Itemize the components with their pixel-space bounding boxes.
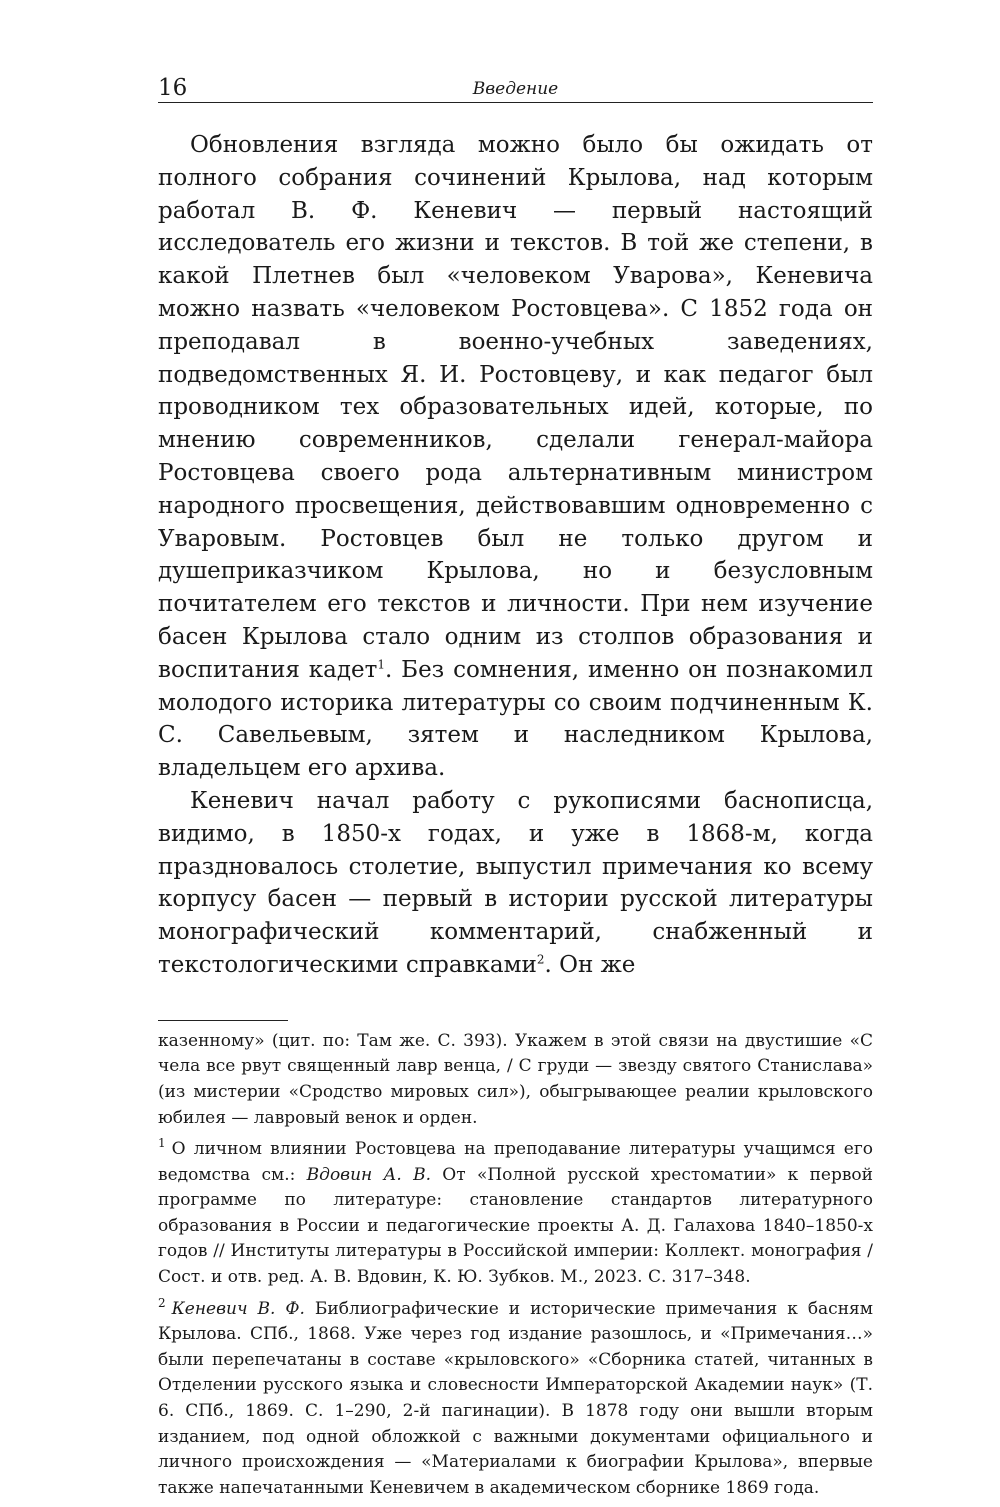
footnote-number: 2	[158, 1296, 166, 1310]
footnote-divider	[158, 1020, 288, 1021]
paragraph-text: Обновления взгляда можно было бы ожидать от полного собрания сочинений Крылова, над которым работал В. Ф. Кеневич — первый настоящий исследователь его жизни и текстов. В той же степени, в какой Плетнев был «человеком Уварова», Кеневича можно назвать «человеком Ростовцева». С 1852 года он преподавал в военно-учебных заведениях, подведомственных Я. И. Ростовцеву, и как педагог был проводником тех образовательных идей, которые, по мнению современников, сделали генерал-майора Ростовцева своего рода альтернативным министром народного просвещения, действовавшим одновременно с Уваровым. Ростовцев был не только другом и душеприказчиком Крылова, но и безусловным почитателем его текстов и личности. При нем изучение басен Крылова стало одним из столпов образования и воспитания кадет	[158, 132, 873, 683]
footnote-text: О личном влиянии Ростовцева на преподавание литературы учащимся его ведомства см.:	[158, 1139, 873, 1185]
footnote-1	[158, 1137, 873, 1291]
running-head	[158, 68, 873, 103]
footnote-2	[158, 1297, 873, 1502]
paragraph	[158, 785, 873, 982]
footnote-reference: 2	[536, 952, 545, 967]
footnotes	[158, 1029, 873, 1502]
paragraph-text: . Он же	[544, 951, 636, 978]
footnote-reference: 1	[377, 657, 386, 672]
footnote-continued: казенному» (цит. по: Там же. С. 393). Укажем в этой связи на двустишие «С чела все рвут священный лавр венца, / С груди — звезду святого Станислава» (из мистерии «Сродство мировых сил»), обыгрывающее реалии крыловского юбилея — лавровый венок и орден.	[158, 1030, 873, 1128]
book-page	[158, 68, 873, 1507]
footnote-number: 1	[158, 1136, 166, 1151]
paragraph-text: Кеневич начал работу с рукописями баснописца, видимо, в 1850-х годах, и уже в 1868-м, когда праздновалось столетие, выпустил примечания ко всему корпусу басен — первый в истории русской литературы монографический комментарий, снабженный и текстологическими справками	[158, 787, 873, 978]
paragraph	[158, 129, 873, 785]
footnote-text: Библиографические и исторические примечания к басням Крылова. СПб., 1868. Уже через год издание разошлось, и «Примечания…» были перепечатаны в составе «крыловского» «Сборника статей, читанных в Отделении русского языка и словесности Императорской Академии наук» (Т. 6. СПб., 1869. С. 1–290, 2-й пагинации). В 1878 году они вышли вторым изданием, под одной обложкой с важными документами официального и личного происхождения — «Материалами к биографии Крылова», впервые также напечатанными Кеневичем в академическом сборнике 1869 года.	[158, 1298, 873, 1498]
footnote-author: Вдовин А. В.	[306, 1164, 431, 1185]
page-number: 16	[158, 75, 188, 101]
section-title: Введение	[472, 79, 559, 99]
footnote-text: От «Полной русской хрестоматии» к первой программе по литературе: становление стандартов литературного образования в России и педагогические проекты А. Д. Галахова 1840–1850-х годов // Институты литературы в Российской империи: Коллект. монография / Сост. и отв. ред. А. В. Вдовин, К. Ю. Зубков. М., 2023. С. 317–348.	[158, 1164, 873, 1288]
paragraph-text: . Без сомнения, именно он познакомил молодого историка литературы со своим подчиненным К. С. Савельевым, зятем и наследником Крылова, владельцем его архива.	[158, 656, 873, 782]
main-text	[158, 129, 873, 982]
footnote-author: Кеневич В. Ф.	[171, 1298, 305, 1319]
